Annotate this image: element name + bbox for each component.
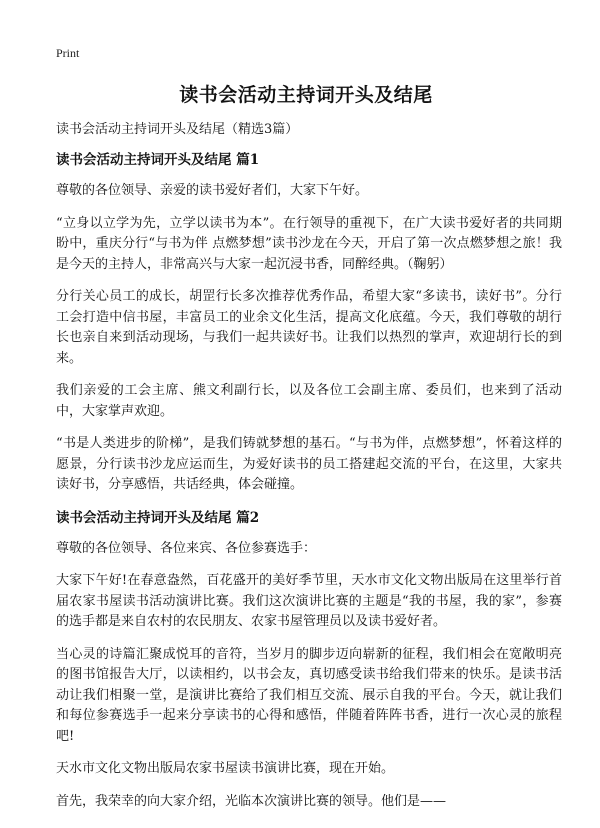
paragraph: 当心灵的诗篇汇聚成悦耳的音符，当岁月的脚步迈向崭新的征程，我们相会在宽敞明亮的图书馆报告大厅，以读相约，以书会友，真切感受读书给我们带来的快乐。是读书活动让我们相聚一堂，是演讲比赛给了我们相互交流、展示自我的平台。今天，就让我们和每位参赛选手一起来分享读书的心得和感悟，伴随着阵阵书香，进行一次心灵的旅程吧! <box>56 646 562 744</box>
paragraph: 分行关心员工的成长，胡罡行长多次推荐优秀作品，希望大家“多读书，读好书”。分行工会打造中信书屋，丰富员工的业余文化生活，提高文化底蕴。今天，我们尊敬的胡行长也亲自来到活动现场，与我们一起共读好书。让我们以热烈的掌声，欢迎胡行长的到来。 <box>56 289 562 366</box>
section-heading: 读书会活动主持词开头及结尾 篇2 <box>56 509 260 526</box>
paragraph: “书是人类进步的阶梯”，是我们铸就梦想的基石。“与书为伴，点燃梦想”，怀着这样的愿景，分行读书沙龙应运而生，为爱好读书的员工搭建起交流的平台，在这里，大家共读好书，分享感悟，共话经典，体会碰撞。 <box>56 436 562 492</box>
paragraph: 尊敬的各位领导、各位来宾、各位参赛选手： <box>56 540 317 556</box>
document-subtitle: 读书会活动主持词开头及结尾（精选3篇） <box>56 122 299 137</box>
page-title: 读书会活动主持词开头及结尾 <box>179 84 433 106</box>
paragraph: 大家下午好!在春意盎然，百花盛开的美好季节里，天水市文化文物出版局在这里举行首届农家书屋读书活动演讲比赛。我们这次演讲比赛的主题是“我的书屋，我的家”，参赛的选手都是来自农村的农民朋友、农家书屋管理员以及读书爱好者。 <box>56 573 562 629</box>
paragraph: 尊敬的各位领导、亲爱的读书爱好者们，大家下午好。 <box>56 183 369 198</box>
paragraph: “立身以立学为先，立学以读书为本”。在行领导的重视下，在广大读书爱好者的共同期盼中，重庆分行“与书为伴 点燃梦想”读书沙龙在今天，开启了第一次点燃梦想之旅！我是今天的主持人，非常高兴与大家一起沉浸书香，同醉经典。（鞠躬） <box>56 215 562 272</box>
section-2 <box>56 508 562 813</box>
print-link[interactable]: Print <box>56 46 80 60</box>
paragraph: 天水市文化文物出版局农家书屋读书演讲比赛，现在开始。 <box>56 761 395 776</box>
section-1 <box>56 150 562 496</box>
paragraph: 我们亲爱的工会主席、熊文利副行长，以及各位工会副主席、委员们，也来到了活动中，大家掌声欢迎。 <box>56 383 562 419</box>
section-heading: 读书会活动主持词开头及结尾 篇1 <box>56 152 260 168</box>
document-body <box>56 120 562 824</box>
paragraph: 首先，我荣幸的向大家介绍，光临本次演讲比赛的领导。他们是—— <box>56 793 447 809</box>
